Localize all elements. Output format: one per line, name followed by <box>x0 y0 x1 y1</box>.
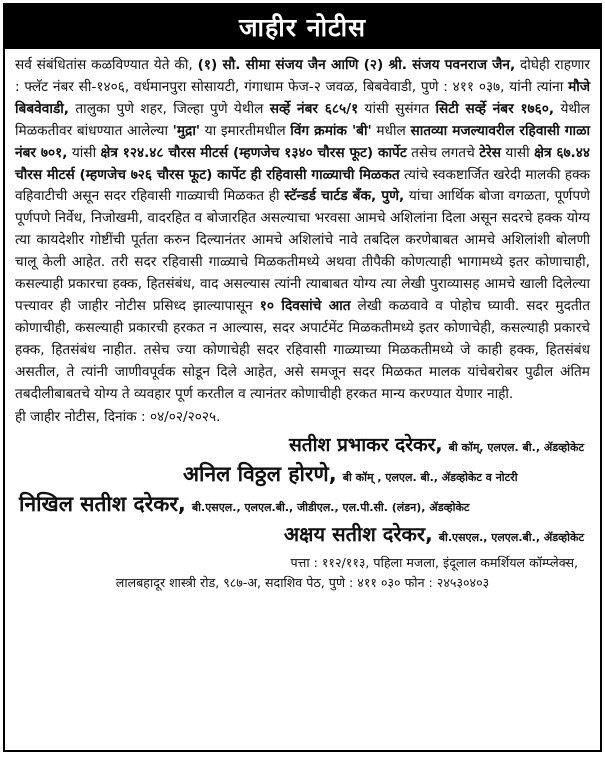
public-notice <box>3 3 602 752</box>
address-line-1: पत्ता : ११२/११३, पहिला मजला, इंदूलाल कमर्शियल कॉम्प्लेक्स, <box>290 554 578 570</box>
body-text-segment: त्यांचे स्वकष्टार्जित खरेदी मालकी हक्क वहिवाटीची असून सदर रहिवासी गाळ्याची मिळकत ही <box>15 166 590 205</box>
body-text-segment: यासी <box>505 144 530 161</box>
signatory-row <box>15 432 590 461</box>
body-text-segment: यांसी <box>71 144 97 161</box>
building-name: 'मुद्रा' <box>172 122 201 139</box>
bank-name: स्टॅन्डर्ड चार्टड बँक, पुणे, <box>284 188 405 205</box>
body-text-segment: मधील <box>376 122 406 139</box>
body-text-segment: तालुका पुणे शहर, जिल्हा पुणे येथील <box>75 100 264 117</box>
flat-number: सातव्या मजल्यावरील रहिवासी गाळा नंबर ७०१, <box>15 122 591 161</box>
body-text-segment: सर्व संबंधितांस कळविण्यात येते की, <box>15 57 193 73</box>
body-text-segment: यांचा आर्थिक बोजा वगळता, पूर्णपणे पूर्णपणे निर्वेध, निजोखमी, वादरहित व बोजारहित असल्याचा भरवसा आमचे अशिलांना दिला असून सदरचे हक्क योग्य त्या कायदेशीर गोष्टींची पूर्तता करुन दिल्यानंतर आमचे अशिलांचे नावे तबदिल करणेबाबत आमचे अशिलांशी बोलणी चालू केली आहेत. तरी सदर रहिवासी गाळ्याचे मिळकतीमध्ये अथवा तीपैकी कोणत्याही भागामध्ये इतर कोणाचाही, कसल्याही प्रकारचा हक्क, हितसंबंध, वाद असल्यास त्यांनी त्याबाबत योग्य त्या लेखी पुराव्यासह आमचे खाली दिलेल्या पत्त्यावर ही जाहीर नोटीस प्रसिध्द झाल्यापासून <box>15 188 590 314</box>
body-text-segment: या इमारतीमधील <box>204 122 286 139</box>
signatory-name: सतीश प्रभाकर दरेकर, <box>288 433 443 456</box>
flat-area: क्षेत्र १२४.४८ चौरस मीटर्स (म्हणजेच १३४० चौरस फूट) कार्पेट <box>100 144 407 161</box>
city-survey-number: सिटी सर्व्हे नंबर १७६०, <box>435 100 555 117</box>
body-text-segment: दोघेही राहणार : फ्लॅट नंबर सी-१४०६, वर्धमानपुरा सोसायटी, गंगाधाम फेज-२ जवळ, बिबवेवाडी, पुणे : ४११ ०३७, यांनी त्यांना <box>15 57 591 95</box>
signatory-qualification: बी कॉम् , एलएल. बी., ॲडव्होकेट व नोटरी <box>342 470 518 484</box>
signatory-qualification: बी.एसएल., एलएल.बी., जीडीएल., एल.पी.सी. (लंडन), ॲडव्होकेट <box>191 500 470 514</box>
notice-paragraph <box>15 55 590 406</box>
signatory-row <box>15 521 590 551</box>
body-text-segment: यांसी सुसंगत <box>364 100 430 117</box>
signatory-qualification: बी कॉम्, एलएल. बी., ॲडव्होकेट <box>448 440 584 454</box>
body-text-segment: लेखी कळवावे व पोहोच घ्यावी. सदर मुदतीत कोणाचीही, कसल्याही प्रकारची हरकत न आल्यास, सदर अपार्टमेंट मिळकतीमध्ये इतर कोणाचेही, कसल्याही प्रकारचे हक्क, हितसंबंध नाहीत. तसेच ज्या कोणाचेही सदर रहिवासी गाळ्याच्या मिळकतीमध्ये जे काही हक्क, हितसंबंध असतील, ते त्यांनी जाणीवपूर्वक सोडून दिले आहेत, असे समजून सदर मिळकत मालक यांचेबरोबर पुढील अंतिम तबदीलीबाबतचे योग्य ते व्यवहार पूर्ण करतील व त्यानंतर कोणाचीही हरकत मान्य करण्यात येणार नाही. <box>15 297 590 402</box>
signatory-row <box>15 491 590 521</box>
deadline: १० दिवसांचे आत <box>259 297 351 314</box>
village-name: मौजे बिबवेवाडी, <box>15 78 590 117</box>
signatories <box>5 428 600 551</box>
address-line-2: लालबहादूर शास्त्री रोड, ९८७-अ, सदाशिव पेठ, पुणे : ४११ ०३० फोन : २४५३०४०३ <box>115 574 490 590</box>
terrace-area: क्षेत्र ६७.४४ चौरस मीटर्स (म्हणजेच ७२६ चौरस फूट) कार्पेट ही रहिवासी गाळ्याची मिळकत <box>15 144 590 183</box>
notice-body <box>5 49 600 428</box>
owner-names: (१) सौ. सीमा संजय जैन आणि (२) श्री. संजय पवनराज जैन, <box>197 57 516 73</box>
office-address <box>5 551 600 593</box>
wing-number: विंग क्रमांक 'बी' <box>290 122 372 139</box>
survey-number: सर्व्हे नंबर ६८५/१ <box>269 100 359 117</box>
notice-title: जाहीर नोटीस <box>5 5 600 49</box>
signatory-qualification: बी.एसएल., एलएल.बी., ॲडव्होकेट <box>438 530 584 544</box>
signatory-row <box>15 461 590 491</box>
body-text-segment: तसेच लगतचे <box>411 144 475 161</box>
signatory-name: अनिल विठ्ठल होरणे, <box>183 461 337 486</box>
signatory-name: निखिल सतीश दरेकर, <box>19 491 186 516</box>
signatory-name: अक्षय सतीश दरेकर, <box>283 521 433 546</box>
body-text-segment: येथील मिळकतीवर बांधण्यात आलेल्या <box>15 100 590 139</box>
notice-date: ही जाहीर नोटीस, दिनांक : ०४/०२/२०२५. <box>15 408 221 425</box>
terrace-label: टेरेस <box>479 144 501 161</box>
